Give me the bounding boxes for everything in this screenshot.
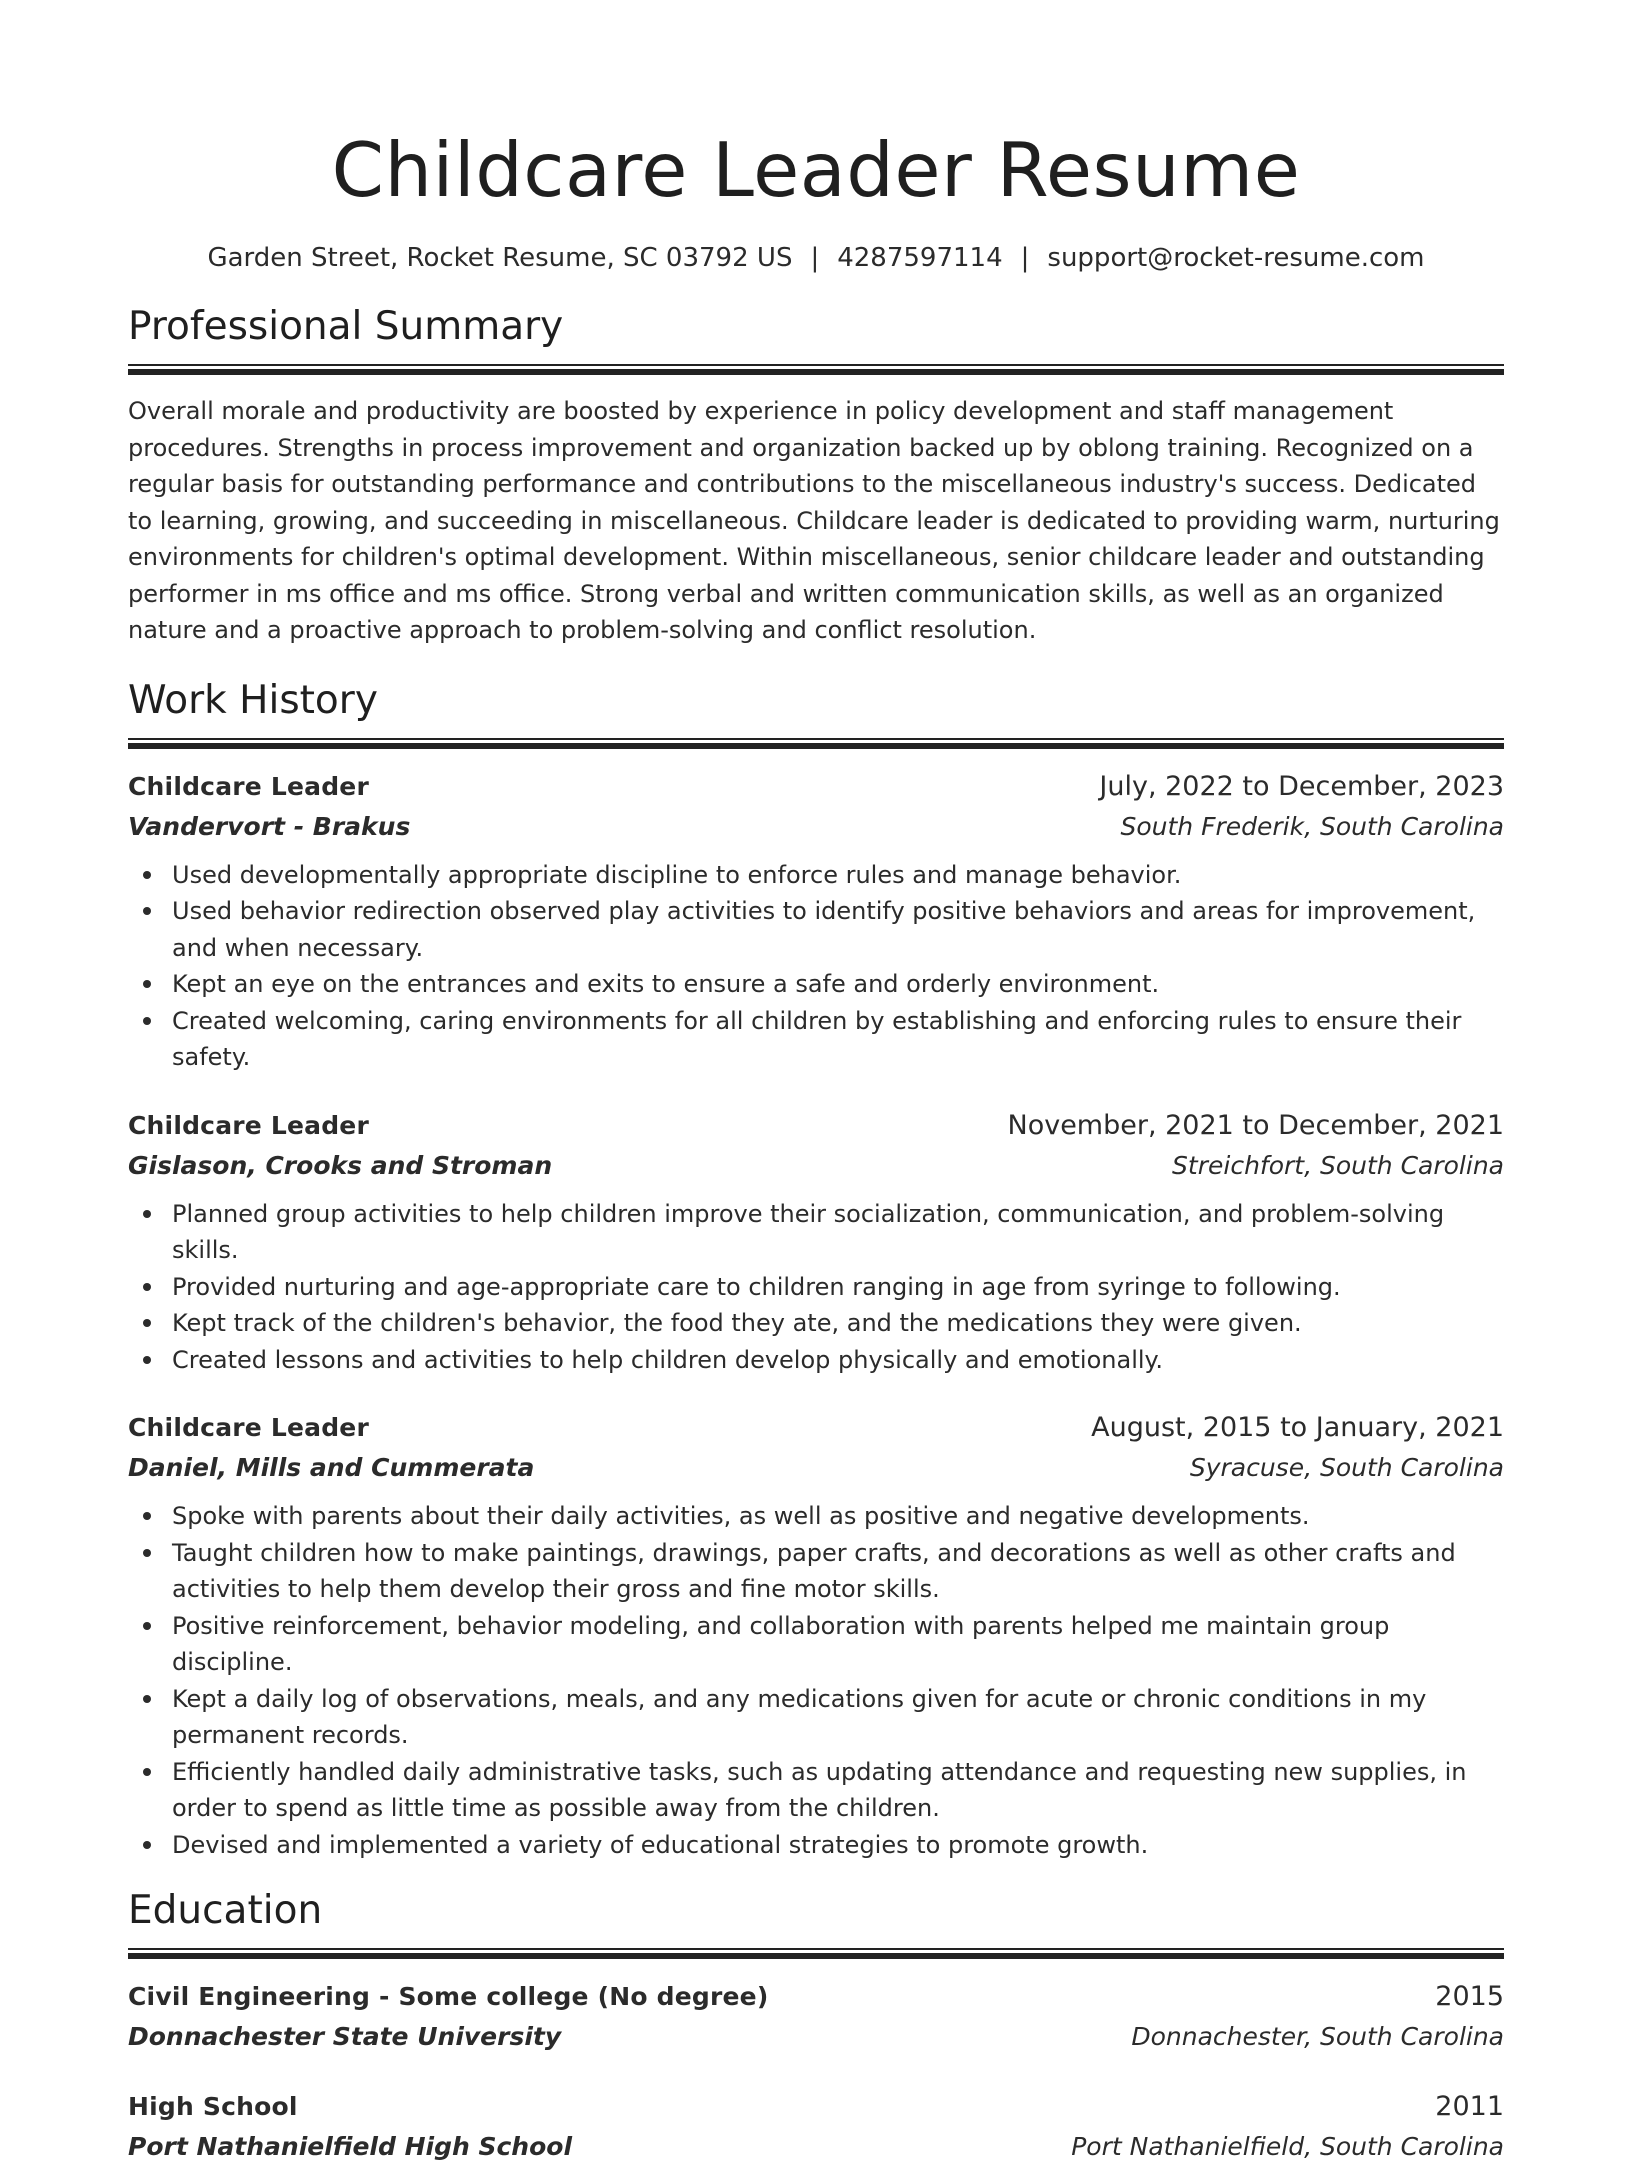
professional-summary-section: [128, 301, 1504, 649]
section-heading: Work History: [128, 677, 378, 723]
job-bullets: [128, 1498, 1504, 1863]
contact-email: support@rocket-resume.com: [1047, 243, 1425, 273]
bullet-item: Used developmentally appropriate discipline to enforce rules and manage behavior.: [172, 857, 1504, 894]
education-degree: High School: [128, 2092, 298, 2121]
education-year: 2015: [1435, 1981, 1504, 2012]
bullet-item: Taught children how to make paintings, drawings, paper crafts, and decorations as well as other crafts and activities to help them develop their gross and fine motor skills.: [172, 1535, 1504, 1608]
education-header: [128, 2087, 1504, 2127]
education-header: [128, 1977, 1504, 2017]
education-section: [128, 1885, 1504, 2167]
education-entry: [128, 2087, 1504, 2167]
job-entry: [128, 1408, 1504, 1863]
bullet-item: Kept a daily log of observations, meals, and any medications given for acute or chronic conditions in my permanent records.: [172, 1681, 1504, 1754]
job-title: Childcare Leader: [128, 1413, 369, 1442]
bullet-item: Efficiently handled daily administrative tasks, such as updating attendance and requesting new supplies, in order to spend as little time as possible away from the children.: [172, 1754, 1504, 1827]
work-history-section: [128, 675, 1504, 1864]
job-title: Childcare Leader: [128, 771, 369, 801]
contact-address: Garden Street, Rocket Resume, SC 03792 US: [207, 243, 793, 273]
job-company: Vandervort - Brakus: [128, 811, 411, 841]
bullet-item: Provided nurturing and age-appropriate care to children ranging in age from syringe to following.: [172, 1269, 1504, 1306]
job-subheader: [128, 807, 1504, 847]
summary-text: Overall morale and productivity are boosted by experience in policy development and staff management procedures. Strengths in process improvement and organization backed up by oblong training. Recognized on a regular basis for outstanding performance and contributions to the miscellaneous industry's success. Dedicated to learning, growing, and succeeding in miscellaneous. Childcare leader is dedicated to providing warm, nurturing environments for children's optimal development. Within miscellaneous, senior childcare leader and outstanding performer in ms office and ms office. Strong verbal and written communication skills, as well as an organized nature and a proactive approach to problem-solving and conflict resolution.: [128, 397, 1500, 644]
education-degree: Civil Engineering - Some college (No degree): [128, 1982, 769, 2011]
job-company: Daniel, Mills and Cummerata: [128, 1453, 535, 1482]
education-location: Port Nathanielfield, South Carolina: [1071, 2132, 1504, 2161]
job-bullets: [128, 1196, 1504, 1379]
section-divider: [128, 364, 1504, 375]
contact-separator: |: [810, 243, 820, 273]
education-subheader: [128, 2017, 1504, 2057]
bullet-item: Spoke with parents about their daily activities, as well as positive and negative developments.: [172, 1498, 1504, 1535]
job-header: [128, 767, 1504, 807]
contact-separator: |: [1020, 243, 1030, 273]
job-header: [128, 1408, 1504, 1448]
job-company: Gislason, Crooks and Stroman: [128, 1150, 553, 1180]
job-location: Streichfort, South Carolina: [1172, 1150, 1504, 1180]
resume-title: Childcare Leader Resume: [331, 126, 1301, 214]
education-school: Port Nathanielfield High School: [128, 2132, 573, 2161]
bullet-item: Created welcoming, caring environments for all children by establishing and enforcing rules to ensure their safety.: [172, 1003, 1504, 1076]
education-location: Donnachester, South Carolina: [1131, 2022, 1504, 2051]
job-dates: November, 2021 to December, 2021: [1007, 1109, 1504, 1141]
education-school: Donnachester State University: [128, 2022, 562, 2051]
section-divider: [128, 1948, 1504, 1959]
section-divider: [128, 738, 1504, 749]
bullet-item: Kept track of the children's behavior, the food they ate, and the medications they were given.: [172, 1305, 1504, 1342]
bullet-item: Kept an eye on the entrances and exits to ensure a safe and orderly environment.: [172, 966, 1504, 1003]
contact-line: [128, 241, 1504, 275]
job-subheader: [128, 1448, 1504, 1488]
contact-phone: 4287597114: [837, 243, 1003, 273]
job-entry: [128, 767, 1504, 1076]
bullet-item: Devised and implemented a variety of educational strategies to promote growth.: [172, 1827, 1504, 1864]
bullet-item: Used behavior redirection observed play activities to identify positive behaviors and areas for improvement, and when necessary.: [172, 893, 1504, 966]
education-subheader: [128, 2127, 1504, 2167]
education-year: 2011: [1435, 2091, 1504, 2122]
bullet-item: Positive reinforcement, behavior modeling, and collaboration with parents helped me maintain group discipline.: [172, 1608, 1504, 1681]
job-title: Childcare Leader: [128, 1110, 369, 1140]
job-header: [128, 1106, 1504, 1146]
education-entry: [128, 1977, 1504, 2057]
job-dates: July, 2022 to December, 2023: [1099, 770, 1504, 802]
job-dates: August, 2015 to January, 2021: [1091, 1412, 1504, 1443]
section-heading: Professional Summary: [128, 304, 564, 349]
bullet-item: Created lessons and activities to help children develop physically and emotionally.: [172, 1342, 1504, 1379]
job-location: Syracuse, South Carolina: [1189, 1453, 1504, 1482]
job-bullets: [128, 857, 1504, 1076]
job-subheader: [128, 1146, 1504, 1186]
section-heading: Education: [128, 1888, 323, 1933]
job-location: South Frederik, South Carolina: [1120, 811, 1504, 841]
bullet-item: Planned group activities to help children improve their socialization, communication, and problem-solving skills.: [172, 1196, 1504, 1269]
job-entry: [128, 1106, 1504, 1379]
